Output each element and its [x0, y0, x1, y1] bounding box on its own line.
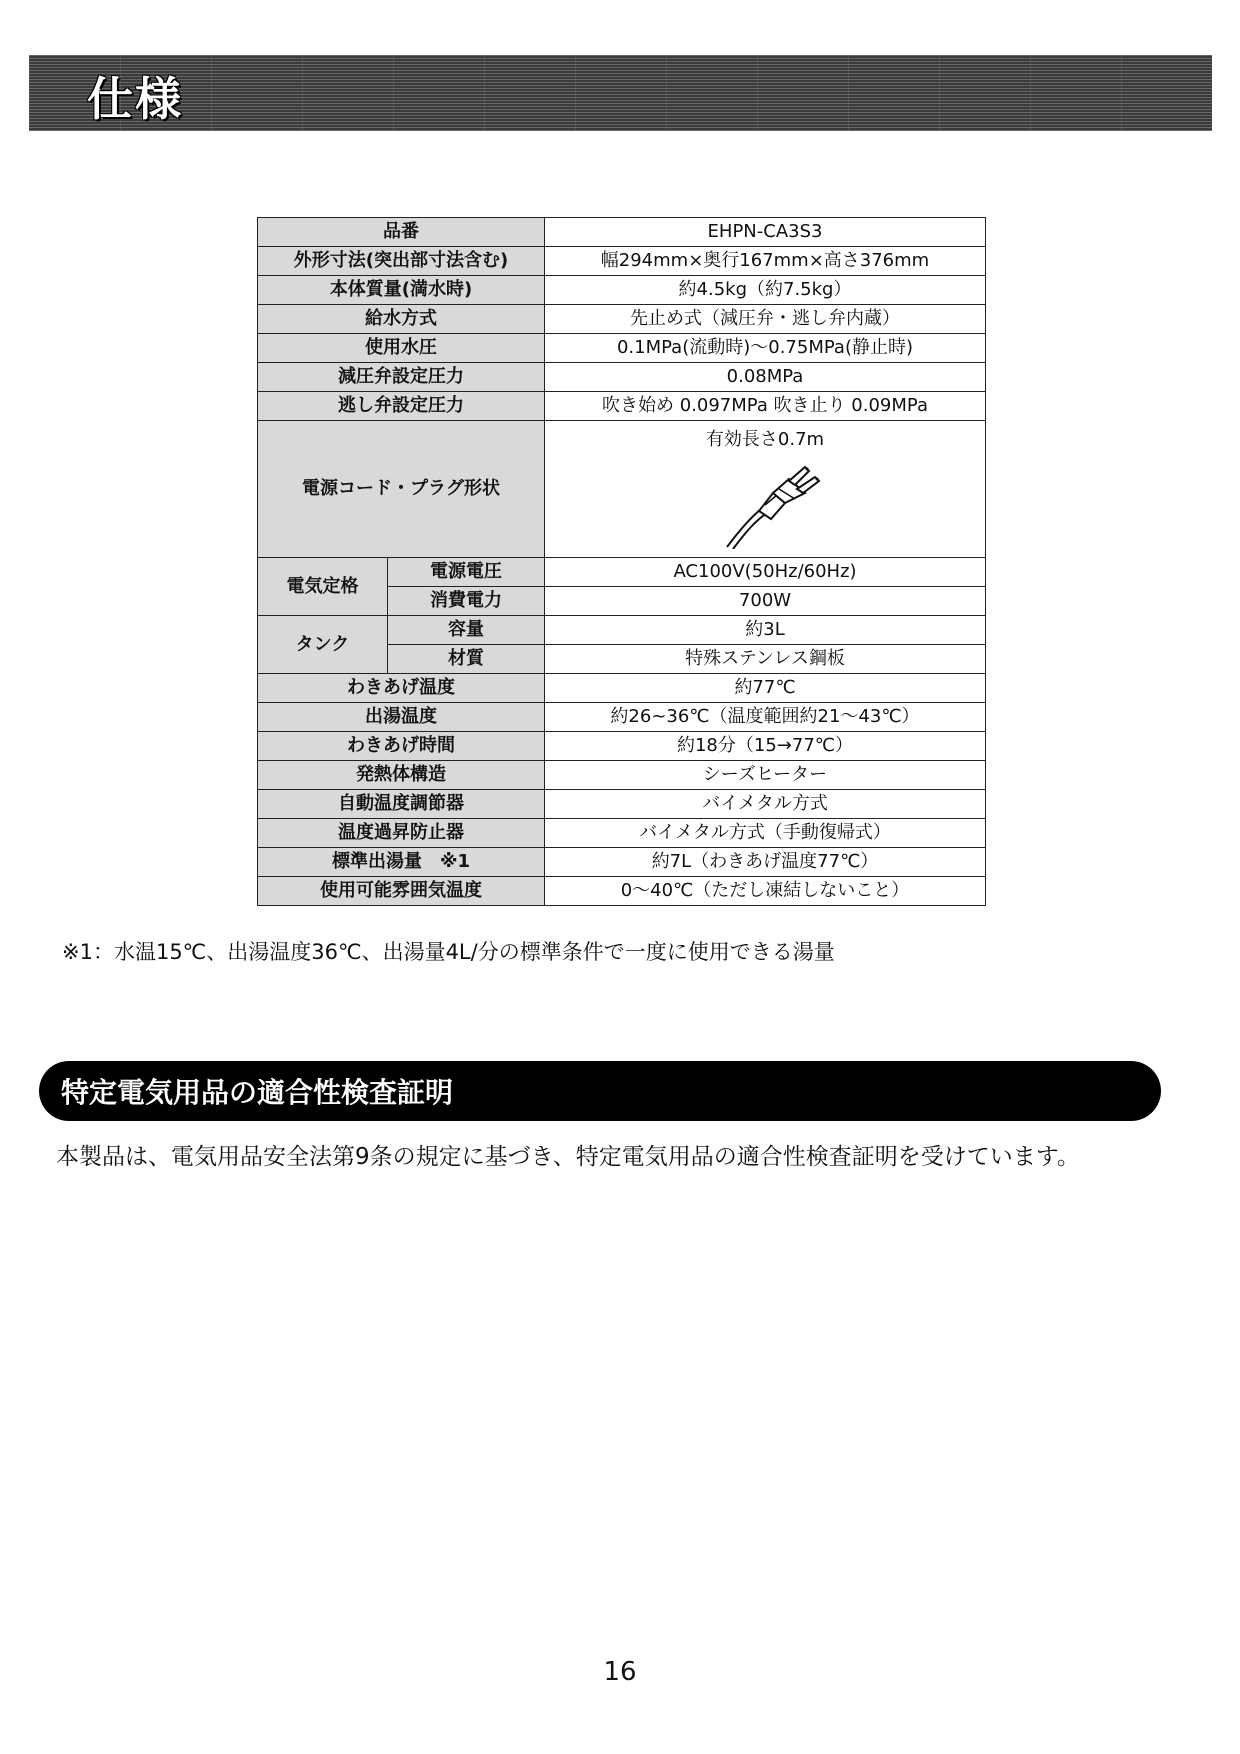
table-row [258, 674, 986, 703]
spec-value: EHPN-CA3S3 [545, 218, 986, 247]
spec-value: AC100V(50Hz/60Hz) [545, 558, 986, 587]
power-plug-icon [705, 459, 825, 549]
table-row [258, 616, 986, 645]
spec-value: 約77℃ [545, 674, 986, 703]
spec-value: 0.1MPa(流動時)〜0.75MPa(静止時) [545, 334, 986, 363]
table-row [258, 848, 986, 877]
spec-sub-label: 消費電力 [388, 587, 545, 616]
table-row [258, 790, 986, 819]
table-row [258, 819, 986, 848]
spec-value: バイメタル方式（手動復帰式） [545, 819, 986, 848]
spec-value: 先止め式（減圧弁・逃し弁内蔵） [545, 305, 986, 334]
table-row [258, 703, 986, 732]
spec-value: シーズヒーター [545, 761, 986, 790]
spec-sub-label: 電源電圧 [388, 558, 545, 587]
page-title-bar [29, 55, 1212, 131]
spec-label: 外形寸法(突出部寸法含む) [258, 247, 545, 276]
spec-label: 使用水圧 [258, 334, 545, 363]
spec-value: 0.08MPa [545, 363, 986, 392]
page-title: 仕様 [87, 72, 183, 126]
spec-sub-label: 材質 [388, 645, 545, 674]
spec-value: 約4.5kg（約7.5kg） [545, 276, 986, 305]
spec-label: 温度過昇防止器 [258, 819, 545, 848]
spec-value: バイメタル方式 [545, 790, 986, 819]
table-row [258, 218, 986, 247]
spec-value: 700W [545, 587, 986, 616]
spec-value: 0〜40℃（ただし凍結しないこと） [545, 877, 986, 906]
page-number: 16 [603, 1657, 637, 1687]
spec-label: 出湯温度 [258, 703, 545, 732]
spec-label: 電源コード・プラグ形状 [258, 421, 545, 558]
table-row [258, 305, 986, 334]
cord-length: 有効長さ0.7m [705, 429, 825, 450]
spec-label: 標準出湯量 ※1 [258, 848, 545, 877]
spec-label: わきあげ時間 [258, 732, 545, 761]
spec-table [257, 217, 986, 906]
table-row [258, 276, 986, 305]
table-row [258, 334, 986, 363]
spec-label: 逃し弁設定圧力 [258, 392, 545, 421]
spec-label: わきあげ温度 [258, 674, 545, 703]
footnote: ※1：水温15℃、出湯温度36℃、出湯量4L/分の標準条件で一度に使用できる湯量 [62, 940, 835, 964]
spec-label: 発熱体構造 [258, 761, 545, 790]
spec-label: 品番 [258, 218, 545, 247]
table-row [258, 363, 986, 392]
table-row [258, 558, 986, 587]
spec-label: 自動温度調節器 [258, 790, 545, 819]
spec-group-label: タンク [258, 616, 388, 674]
section-body: 本製品は、電気用品安全法第9条の規定に基づき、特定電気用品の適合性検査証明を受けています。 [56, 1144, 1080, 1170]
spec-label: 給水方式 [258, 305, 545, 334]
spec-value: 約7L（わきあげ温度77℃） [545, 848, 986, 877]
spec-sub-label: 容量 [388, 616, 545, 645]
table-row [258, 421, 986, 558]
cord-cell [545, 421, 986, 558]
spec-label: 減圧弁設定圧力 [258, 363, 545, 392]
spec-value: 幅294mm×奥行167mm×高さ376mm [545, 247, 986, 276]
spec-value: 約3L [545, 616, 986, 645]
spec-value: 約26~36℃（温度範囲約21〜43℃） [545, 703, 986, 732]
table-row [258, 761, 986, 790]
table-row [258, 392, 986, 421]
section-header [39, 1061, 1161, 1121]
table-row [258, 877, 986, 906]
spec-label: 使用可能雰囲気温度 [258, 877, 545, 906]
section-title: 特定電気用品の適合性検査証明 [61, 1076, 454, 1109]
spec-value: 約18分（15→77℃） [545, 732, 986, 761]
spec-value: 吹き始め 0.097MPa 吹き止り 0.09MPa [545, 392, 986, 421]
table-row [258, 732, 986, 761]
spec-value: 特殊ステンレス鋼板 [545, 645, 986, 674]
spec-group-label: 電気定格 [258, 558, 388, 616]
spec-label: 本体質量(満水時) [258, 276, 545, 305]
table-row [258, 247, 986, 276]
